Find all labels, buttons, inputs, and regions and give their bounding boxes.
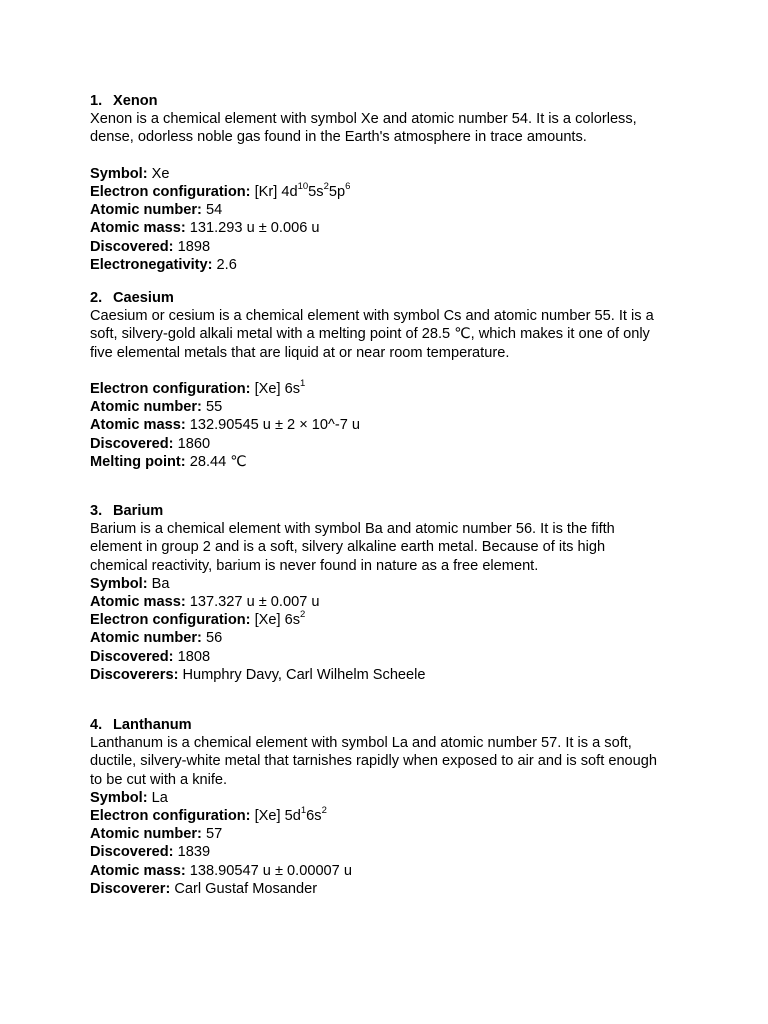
section-heading: 3. Barium bbox=[90, 503, 164, 519]
element-description: Barium is a chemical element with symbol Ba and atomic number 56. It is the fifth element in group 2 and is a soft, silvery alkaline earth metal. Because of its high chemical reactivity, barium is never found in nature as a free element. bbox=[90, 521, 615, 574]
prop-melting-point: Melting point: 28.44 ℃ bbox=[90, 453, 247, 470]
element-name: Barium bbox=[113, 503, 164, 519]
prop-electron-configuration: Electron configuration: [Kr] $4d^{10}5s^25p^6$ bbox=[90, 181, 351, 200]
prop-atomic-mass: Atomic mass: 131.293 u ± 0.006 u bbox=[90, 220, 320, 237]
element-description: Xenon is a chemical element with symbol Xe and atomic number 54. It is a colorless, dense, odorless noble gas found in the Earth's atmosphere in trace amounts. bbox=[90, 111, 637, 146]
prop-electron-configuration: Electron configuration: [Xe] $6s^1$ bbox=[90, 378, 306, 397]
prop-atomic-number: Atomic number: 57 bbox=[90, 826, 223, 843]
prop-atomic-mass: Atomic mass: 137.327 u ± 0.007 u bbox=[90, 593, 320, 610]
prop-symbol: Symbol: Ba bbox=[90, 575, 170, 592]
element-description: Lanthanum is a chemical element with symbol La and atomic number 57. It is a soft, ductile, silvery-white metal that tarnishes rapidly when exposed to air and is soft enough to be cut with a knife. bbox=[90, 735, 658, 788]
prop-discoverer: Discoverer: Carl Gustaf Mosander bbox=[90, 880, 318, 897]
element-name: Xenon bbox=[113, 93, 158, 109]
prop-discovered: Discovered: 1860 bbox=[90, 435, 211, 452]
section-heading: 2. Caesium bbox=[90, 290, 174, 306]
prop-symbol: Symbol: La bbox=[90, 789, 168, 806]
element-section-barium bbox=[90, 502, 690, 684]
element-name: Caesium bbox=[113, 290, 174, 306]
prop-atomic-number: Atomic number: 54 bbox=[90, 202, 223, 219]
prop-atomic-number: Atomic number: 56 bbox=[90, 630, 223, 647]
element-description: Caesium or cesium is a chemical element with symbol Cs and atomic number 55. It is a soft, silvery-gold alkali metal with a melting point of 28.5 ℃, which makes it one of only five elemental metals that are liquid at or near room temperature. bbox=[90, 308, 654, 361]
prop-atomic-mass: Atomic mass: 138.90547 u ± 0.00007 u bbox=[90, 862, 352, 879]
section-heading: 1. Xenon bbox=[90, 93, 158, 109]
element-name: Lanthanum bbox=[113, 717, 192, 733]
prop-atomic-mass: Atomic mass: 132.90545 u ± 2 × 10^-7 u bbox=[90, 417, 361, 434]
element-section-caesium bbox=[90, 289, 690, 471]
prop-electron-configuration: Electron configuration: [Xe] $5d^16s^2$ bbox=[90, 805, 327, 824]
prop-electron-configuration: Electron configuration: [Xe] $6s^2$ bbox=[90, 609, 306, 629]
prop-discovered: Discovered: 1839 bbox=[90, 844, 211, 861]
prop-symbol: Symbol: Xe bbox=[90, 165, 170, 182]
prop-discovered: Discovered: 1898 bbox=[90, 238, 211, 255]
prop-discovered: Discovered: 1808 bbox=[90, 648, 211, 665]
element-section-xenon bbox=[90, 92, 690, 274]
prop-atomic-number: Atomic number: 55 bbox=[90, 399, 223, 416]
prop-electronegativity: Electronegativity: 2.6 bbox=[90, 256, 237, 273]
element-section-lanthanum bbox=[90, 716, 690, 898]
section-heading: 4. Lanthanum bbox=[90, 717, 192, 733]
prop-discoverers: Discoverers: Humphry Davy, Carl Wilhelm Scheele bbox=[90, 666, 426, 683]
